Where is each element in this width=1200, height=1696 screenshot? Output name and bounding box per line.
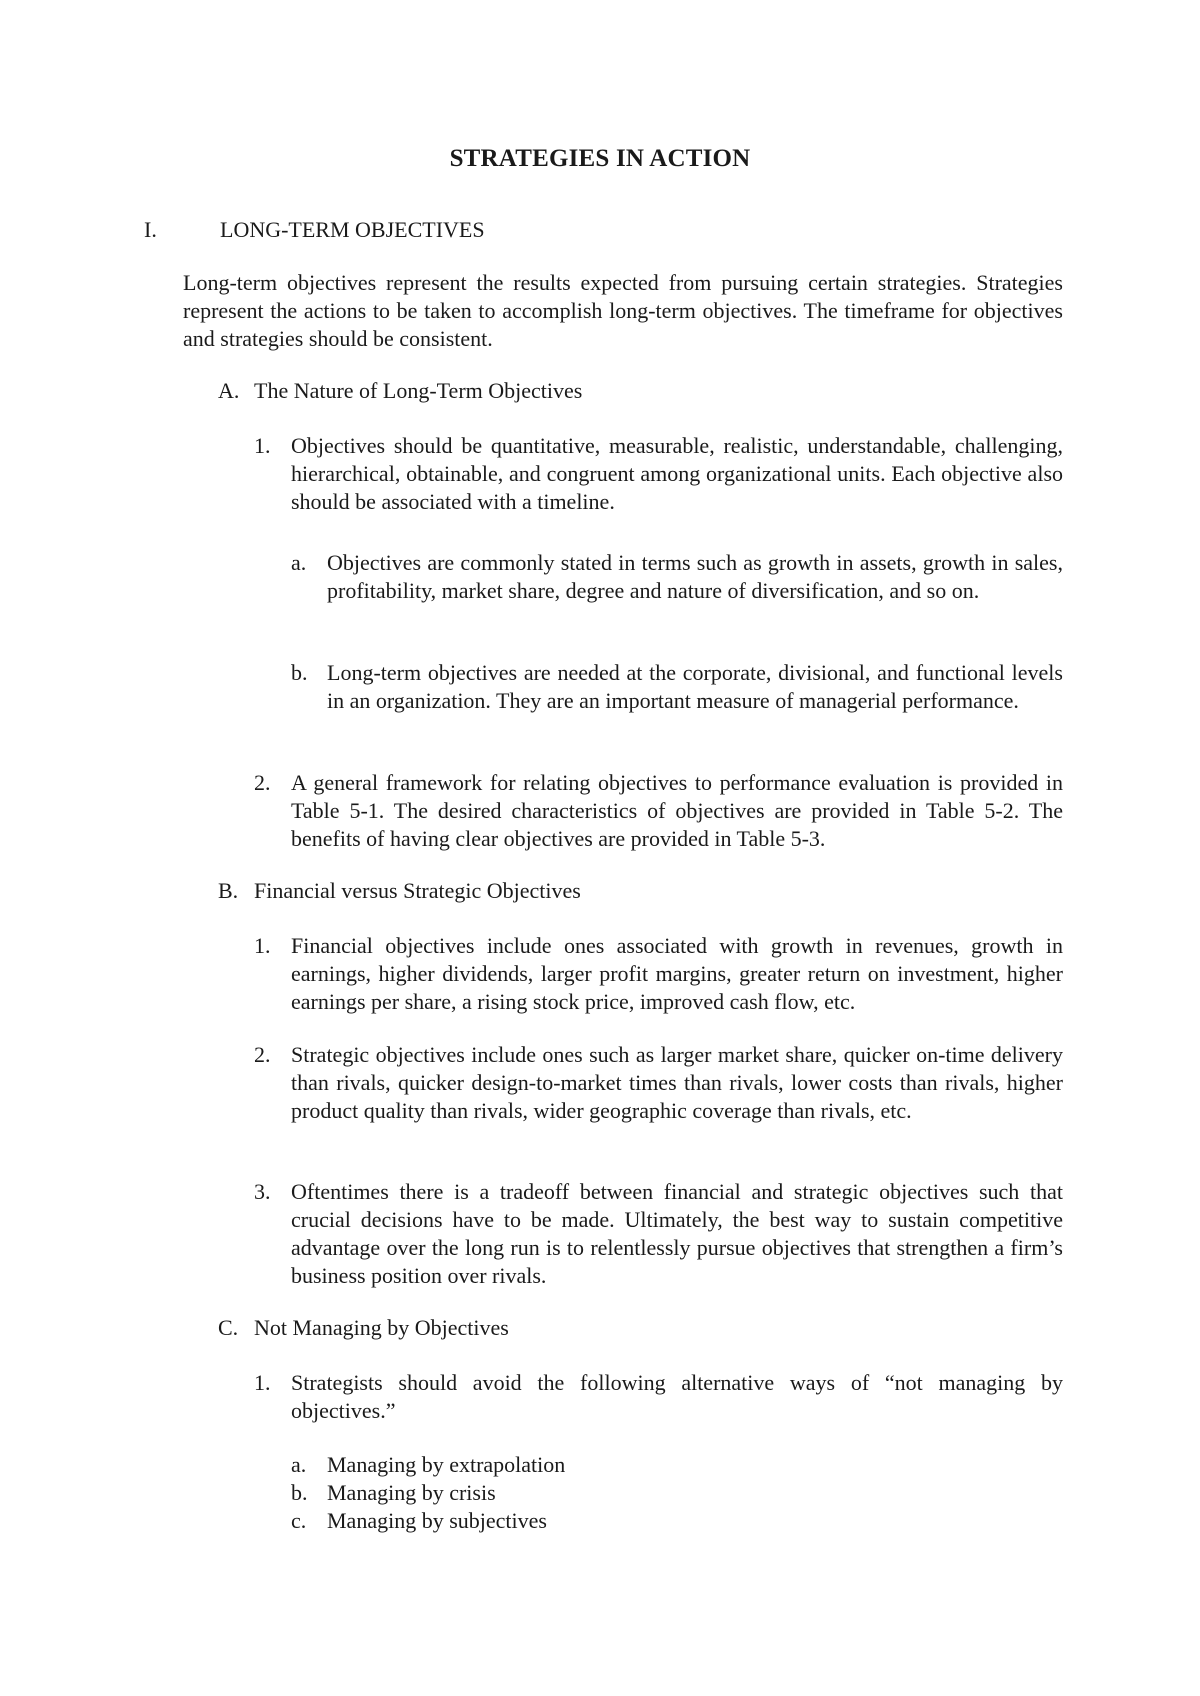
sub-item-letter: a. [291, 550, 307, 575]
subsection-c-heading: Not Managing by Objectives [254, 1315, 509, 1340]
sub-item-text: Managing by extrapolation [327, 1452, 566, 1477]
subsection-b-heading: Financial versus Strategic Objectives [254, 878, 581, 903]
subsection-b-letter: B. [218, 878, 239, 903]
sub-item-text: Long-term objectives are needed at the corporate, divisional, and functional levels in an organization. They are an important measure of managerial performance. [327, 660, 1063, 713]
list-item-text: A general framework for relating objectives to performance evaluation is provided in Table 5-1. The desired characteristics of objectives are provided in Table 5-2. The benefits of having clear objectives are provided in Table 5-3. [291, 770, 1063, 851]
sub-item-letter: a. [291, 1452, 307, 1477]
list-item-text: Objectives should be quantitative, measurable, realistic, understandable, challenging, hierarchical, obtainable, and congruent among organizational units. Each objective also should be associated with a timeline. [291, 433, 1063, 514]
list-item-number: 1. [254, 1370, 271, 1395]
document-title: STRATEGIES IN ACTION [449, 145, 751, 172]
list-item-number: 1. [254, 433, 271, 458]
list-item-text: Oftentimes there is a tradeoff between financial and strategic objectives such that crucial decisions have to be made. Ultimately, the best way to sustain competitive advantage over the long run is to relentlessly pursue objectives that strengthen a firm’s business position over rivals. [291, 1179, 1063, 1288]
sub-item-letter: b. [291, 1480, 308, 1505]
sub-item-text: Objectives are commonly stated in terms such as growth in assets, growth in sales, profitability, market share, degree and nature of diversification, and so on. [327, 550, 1063, 603]
section-heading: LONG-TERM OBJECTIVES [220, 217, 485, 242]
list-item-number: 2. [254, 770, 271, 795]
list-item-text: Strategic objectives include ones such as larger market share, quicker on-time delivery than rivals, quicker design-to-market times than rivals, lower costs than rivals, higher product quality than rivals, wider geographic coverage than rivals, etc. [291, 1042, 1063, 1123]
sub-item-letter: c. [291, 1508, 307, 1533]
sub-item-text: Managing by subjectives [327, 1508, 547, 1533]
sub-item-text: Managing by crisis [327, 1480, 496, 1505]
sub-item-letter: b. [291, 660, 308, 685]
list-item-text: Strategists should avoid the following alternative ways of “not managing by objectives.” [291, 1370, 1063, 1423]
subsection-a-letter: A. [218, 378, 240, 403]
list-item-number: 1. [254, 933, 271, 958]
list-item-number: 3. [254, 1179, 271, 1204]
subsection-c-letter: C. [218, 1315, 239, 1340]
section-intro: Long-term objectives represent the results expected from pursuing certain strategies. Strategies represent the actions to be taken to accomplish long-term objectives. The timeframe for objectives and strategies should be consistent. [183, 270, 1063, 351]
list-item-text: Financial objectives include ones associated with growth in revenues, growth in earnings, higher dividends, larger profit margins, greater return on investment, higher earnings per share, a rising stock price, improved cash flow, etc. [291, 933, 1063, 1014]
list-item-number: 2. [254, 1042, 271, 1067]
section-numeral: I. [144, 217, 157, 242]
subsection-a-heading: The Nature of Long-Term Objectives [254, 378, 583, 403]
